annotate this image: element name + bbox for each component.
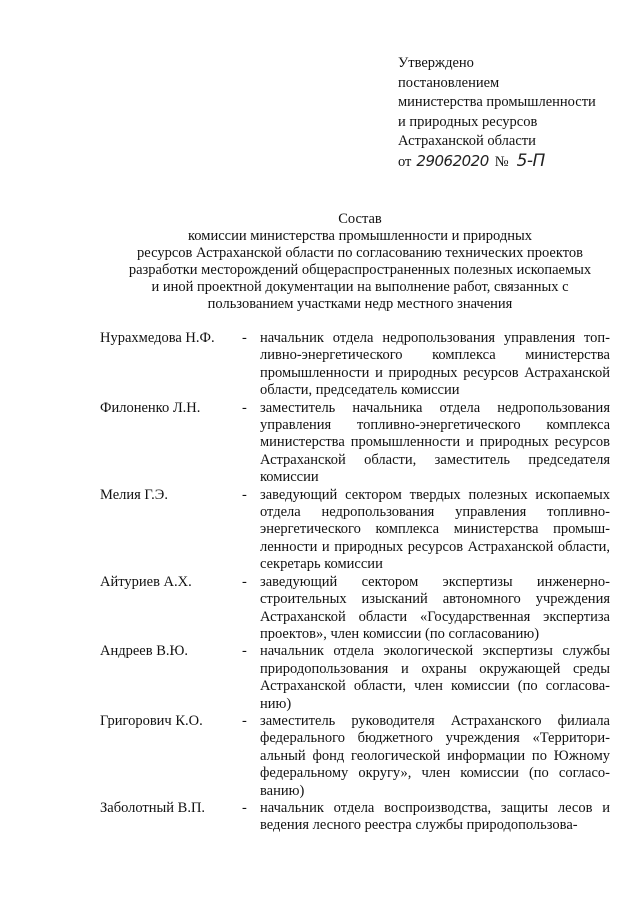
approval-line: постановлением (398, 74, 500, 91)
document-heading (100, 211, 620, 313)
heading-title: Состав (338, 211, 382, 227)
heading-line: разработки месторождений общераспространенных полезных ископаемых (128, 262, 592, 278)
heading-line: пользованием участками недр местного значения (207, 296, 513, 312)
member-name: Заболотный В.П. (100, 799, 206, 816)
member-dash: - (242, 330, 247, 346)
member-dash: - (242, 799, 247, 816)
member-dash: - (242, 712, 247, 729)
member-dash: - (242, 486, 247, 503)
member-row (100, 574, 610, 644)
member-name: Андреев В.Ю. (100, 643, 189, 660)
member-dash: - (242, 573, 247, 590)
approval-line: и природных ресурсов (398, 113, 538, 130)
member-name: Айтуриев А.Х. (100, 573, 192, 590)
member-role: начальник отдела воспроизводства, защиты лесов и ведения лесного реестра службы природопользова- (260, 799, 610, 834)
heading-line: комиссии министерства промышленности и природных (187, 228, 533, 244)
approval-line: министерства промышленности (398, 94, 596, 110)
commission-members-list (100, 330, 610, 835)
member-role: начальник отдела недропользования управления топливно-энергетического комплекса министерства промышленности и природных ресурсов Астраханской области, председатель комиссии (260, 330, 610, 399)
member-row (100, 713, 610, 800)
approval-stamp-block (398, 54, 596, 172)
heading-line: ресурсов Астраханской области по согласованию технических проектов (137, 245, 583, 261)
member-row (100, 330, 610, 400)
member-row (100, 400, 610, 487)
approval-date-number-line (398, 152, 596, 173)
member-role: начальник отдела экологической экспертизы службы природопользования и охраны окружающей среды Астраханской области, член комиссии (по согласованию) (260, 643, 610, 712)
member-dash: - (242, 643, 247, 660)
date-prefix: от (398, 153, 412, 170)
member-role: заместитель начальника отдела недропользования управления топливно-энергетического комплекса министерства промышленности и природных ресурсов Астраханской области, заместитель председателя комиссии (260, 399, 610, 486)
heading-line: и иной проектной документации на выполнение работ, связанных с (151, 279, 569, 295)
handwritten-number: 5-П (516, 150, 545, 171)
member-name: Филоненко Л.Н. (100, 399, 201, 416)
member-row (100, 643, 610, 713)
member-name: Григорович К.О. (100, 712, 203, 729)
member-dash: - (242, 399, 247, 416)
handwritten-date: 29062020 (416, 151, 489, 170)
member-name: Мелия Г.Э. (100, 486, 168, 503)
member-role: заместитель руководителя Астраханского филиала федерального бюджетного учреждения «Территориальный фонд геологической информации по Южному федеральному округу», член комиссии (по согласованию) (260, 712, 610, 799)
approval-line: Астраханской области (398, 133, 536, 149)
member-row (100, 487, 610, 574)
member-role: заведующий сектором экспертизы инженерно-строительных изысканий автономного учреждения Астраханской области «Государственная экспертиза проектов», член комиссии (по согласованию) (260, 573, 610, 642)
member-row (100, 800, 610, 835)
member-role: заведующий сектором твердых полезных ископаемых отдела недропользования управления топливно-энергетического комплекса министерства промышленности и природных ресурсов Астраханской области, секретарь комиссии (260, 486, 610, 573)
approval-line: Утверждено (398, 55, 474, 71)
number-sign: № (494, 153, 509, 170)
member-name: Нурахмедова Н.Ф. (100, 330, 215, 346)
